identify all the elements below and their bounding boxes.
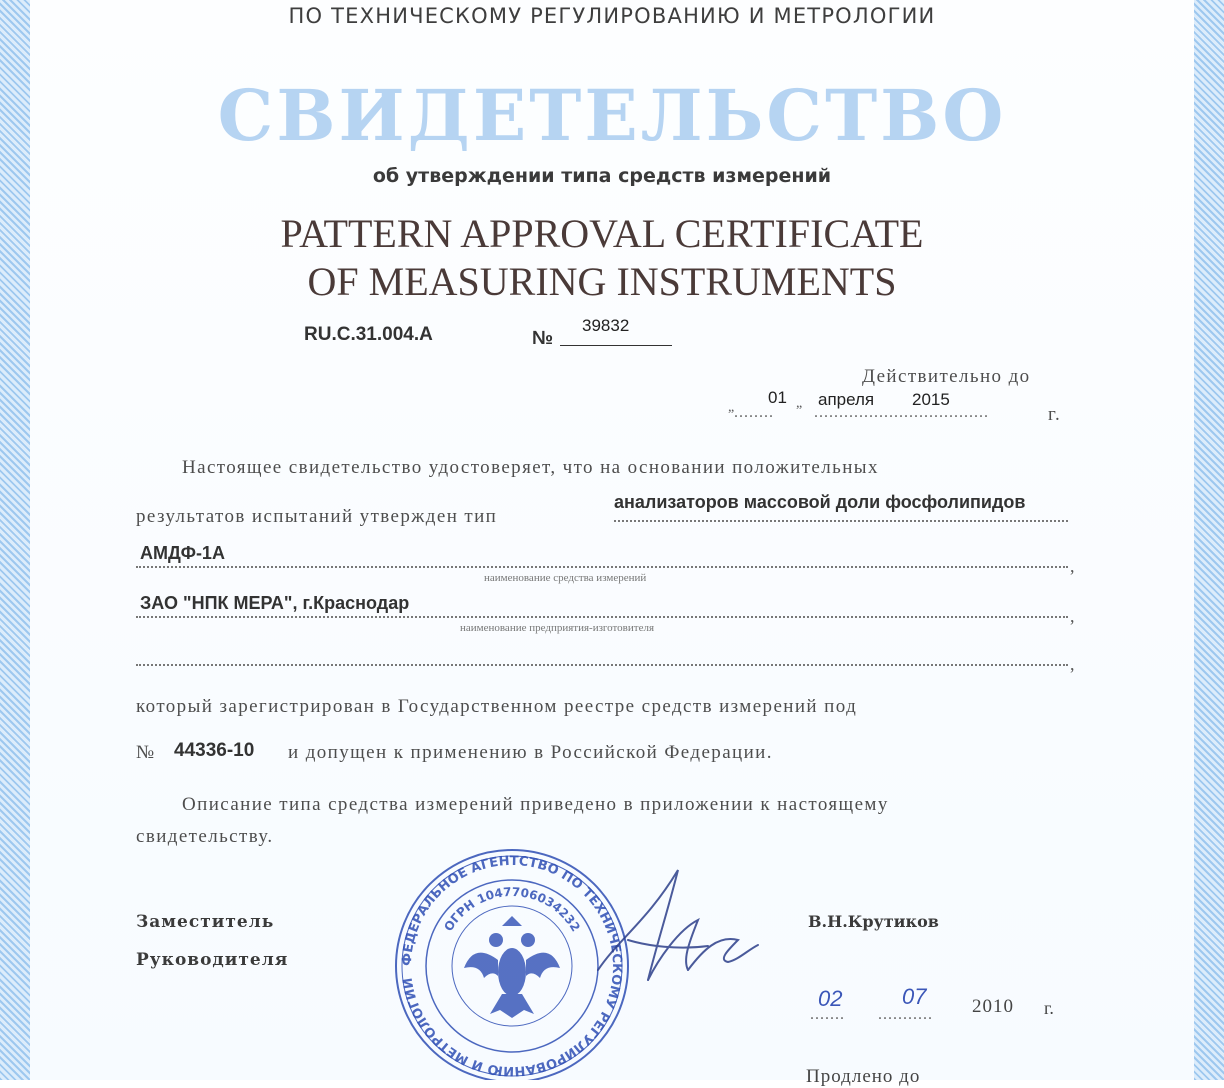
blank-dotted-line (136, 664, 1068, 666)
caption-instrument-name: наименование средства измерений (484, 572, 647, 584)
english-title-line1: PATTERN APPROVAL CERTIFICATE (280, 211, 924, 256)
manufacturer-dotted-line (136, 616, 1068, 618)
signing-year: 2010 (972, 996, 1014, 1017)
validity-month: апреля (818, 390, 875, 409)
registration-code: RU.C.31.004.A (304, 324, 433, 345)
paragraph2-line2: и допущен к применению в Российской Федерации. (288, 742, 773, 763)
sign-day-dotted-line: ....... (810, 1006, 845, 1023)
validity-year: 2015 (912, 390, 950, 409)
certificate-title: СВИДЕТЕЛЬСТВО (217, 74, 1007, 157)
instrument-dotted-line (136, 566, 1068, 568)
svg-text:ОГРН 1047706034232 (441, 885, 583, 934)
number-underline (560, 345, 672, 346)
paragraph1-line2: результатов испытаний утвержден тип (136, 506, 498, 527)
validity-day: 01 (768, 388, 787, 407)
instrument-name: АМДФ-1А (140, 543, 225, 563)
instrument-type: анализаторов массовой доли фосфолипидов (614, 492, 1026, 512)
comma: , (1070, 654, 1075, 674)
english-title-line2: OF MEASURING INSTRUMENTS (307, 259, 897, 304)
day-dotted-line: ........ (734, 404, 774, 421)
signing-day: 02 (818, 986, 843, 1011)
seal-outer-text: ФЕДЕРАЛЬНОЕ АГЕНТСТВО ПО ТЕХНИЧЕСКОМУ РЕГУЛИРОВАНИЮ И МЕТРОЛОГИИ (399, 853, 625, 1079)
left-guilloche-border (0, 0, 30, 1080)
caption-manufacturer: наименование предприятия-изготовителя (460, 622, 654, 634)
validity-year-suffix: г. (1048, 404, 1062, 425)
certificate-subtitle: об утверждении типа средств измерений (372, 165, 832, 187)
signing-year-suffix: г. (1044, 998, 1054, 1018)
registry-number-sign: № (136, 742, 156, 763)
type-dotted-line (614, 520, 1068, 522)
signer-position-line1: Заместитель (136, 912, 275, 932)
close-quote-mark: „ (796, 396, 803, 411)
paragraph2-line1: который зарегистрирован в Государственном реестре средств измерений под (136, 696, 858, 717)
paragraph3-line1: Описание типа средства измерений приведено в приложении к настоящему (182, 794, 889, 815)
right-guilloche-border (1194, 0, 1224, 1080)
signer-name: В.Н.Крутиков (808, 912, 939, 931)
paragraph1-line1: Настоящее свидетельство удостоверяет, что на основании положительных (182, 457, 879, 478)
certificate-number: 39832 (582, 316, 630, 335)
signing-month: 07 (902, 984, 927, 1009)
manufacturer-name: ЗАО "НПК МЕРА", г.Краснодар (140, 593, 410, 613)
comma: , (1070, 606, 1075, 626)
extended-label: Продлено до (806, 1066, 921, 1087)
agency-line: ПО ТЕХНИЧЕСКОМУ РЕГУЛИРОВАНИЮ И МЕТРОЛОГИИ (288, 4, 936, 28)
sign-month-dotted-line: ........... (878, 1006, 933, 1023)
signer-position-line2: Руководителя (136, 950, 289, 970)
open-quote-mark: „ (728, 400, 735, 415)
seal-inner-text: ОГРН 1047706034232 (441, 884, 583, 935)
month-dotted-line: ................................... (814, 404, 989, 421)
number-sign: № (532, 328, 554, 349)
handwritten-signature (588, 850, 768, 1010)
comma: , (1070, 556, 1075, 576)
validity-label: Действительно до (862, 366, 1031, 387)
paragraph3-line2: свидетельству. (136, 826, 274, 847)
registry-number: 44336-10 (174, 740, 255, 761)
double-headed-eagle-icon (464, 916, 560, 1018)
